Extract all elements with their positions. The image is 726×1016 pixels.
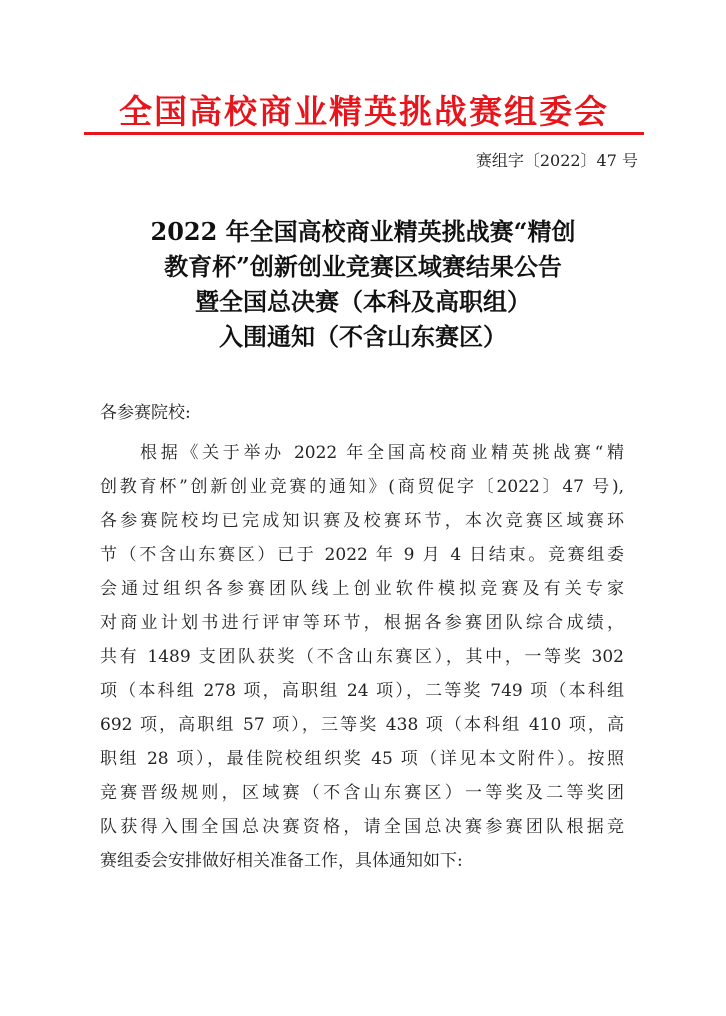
body-line: 节（不含山东赛区）已于 2022 年 9 月 4 日结束。竞赛组委: [100, 545, 624, 565]
red-divider-line: [84, 132, 644, 135]
body-line: 职组 28 项），最佳院校组织奖 45 项（详见本文附件）。按照: [100, 749, 624, 769]
title-line: 教育杯”创新创业竞赛区域赛结果公告: [164, 252, 562, 281]
body-line: 根据《关于举办 2022 年全国高校商业精英挑战赛“精: [140, 443, 624, 463]
body-line: 对商业计划书进行评审等环节，根据各参赛团队综合成绩，: [100, 613, 624, 633]
body-line: 项（本科组 278 项，高职组 24 项），二等奖 749 项（本科组: [100, 681, 624, 701]
body-line: 共有 1489 支团队获奖（不含山东赛区），其中，一等奖 302: [100, 647, 624, 667]
body-line: 各参赛院校均已完成知识赛及校赛环节，本次竞赛区域赛环: [100, 511, 624, 531]
title-line: 2022 年全国高校商业精英挑战赛“精创: [150, 217, 576, 246]
body-paragraph: [100, 436, 624, 878]
body-line: 竞赛晋级规则，区域赛（不含山东赛区）一等奖及二等奖团: [100, 783, 624, 803]
title-line: 入围通知（不含山东赛区）: [219, 322, 507, 351]
body-line: 692 项，高职组 57 项），三等奖 438 项（本科组 410 项，高: [100, 715, 624, 735]
document-number: 赛组字〔2022〕47 号: [475, 151, 638, 170]
salutation: 各参赛院校:: [100, 403, 191, 423]
body-line: 创教育杯”创新创业竞赛的通知》(商贸促字〔2022〕47 号),: [100, 477, 624, 497]
body-line: 赛组委会安排做好相关准备工作，具体通知如下:: [100, 851, 463, 871]
organization-header: 全国高校商业精英挑战赛组委会: [119, 92, 609, 131]
body-line: 会通过组织各参赛团队线上创业软件模拟竞赛及有关专家: [100, 579, 624, 599]
title-line: 暨全国总决赛（本科及高职组）: [195, 287, 531, 316]
document-title: [100, 214, 626, 354]
body-line: 队获得入围全国总决赛资格，请全国总决赛参赛团队根据竞: [100, 817, 624, 837]
